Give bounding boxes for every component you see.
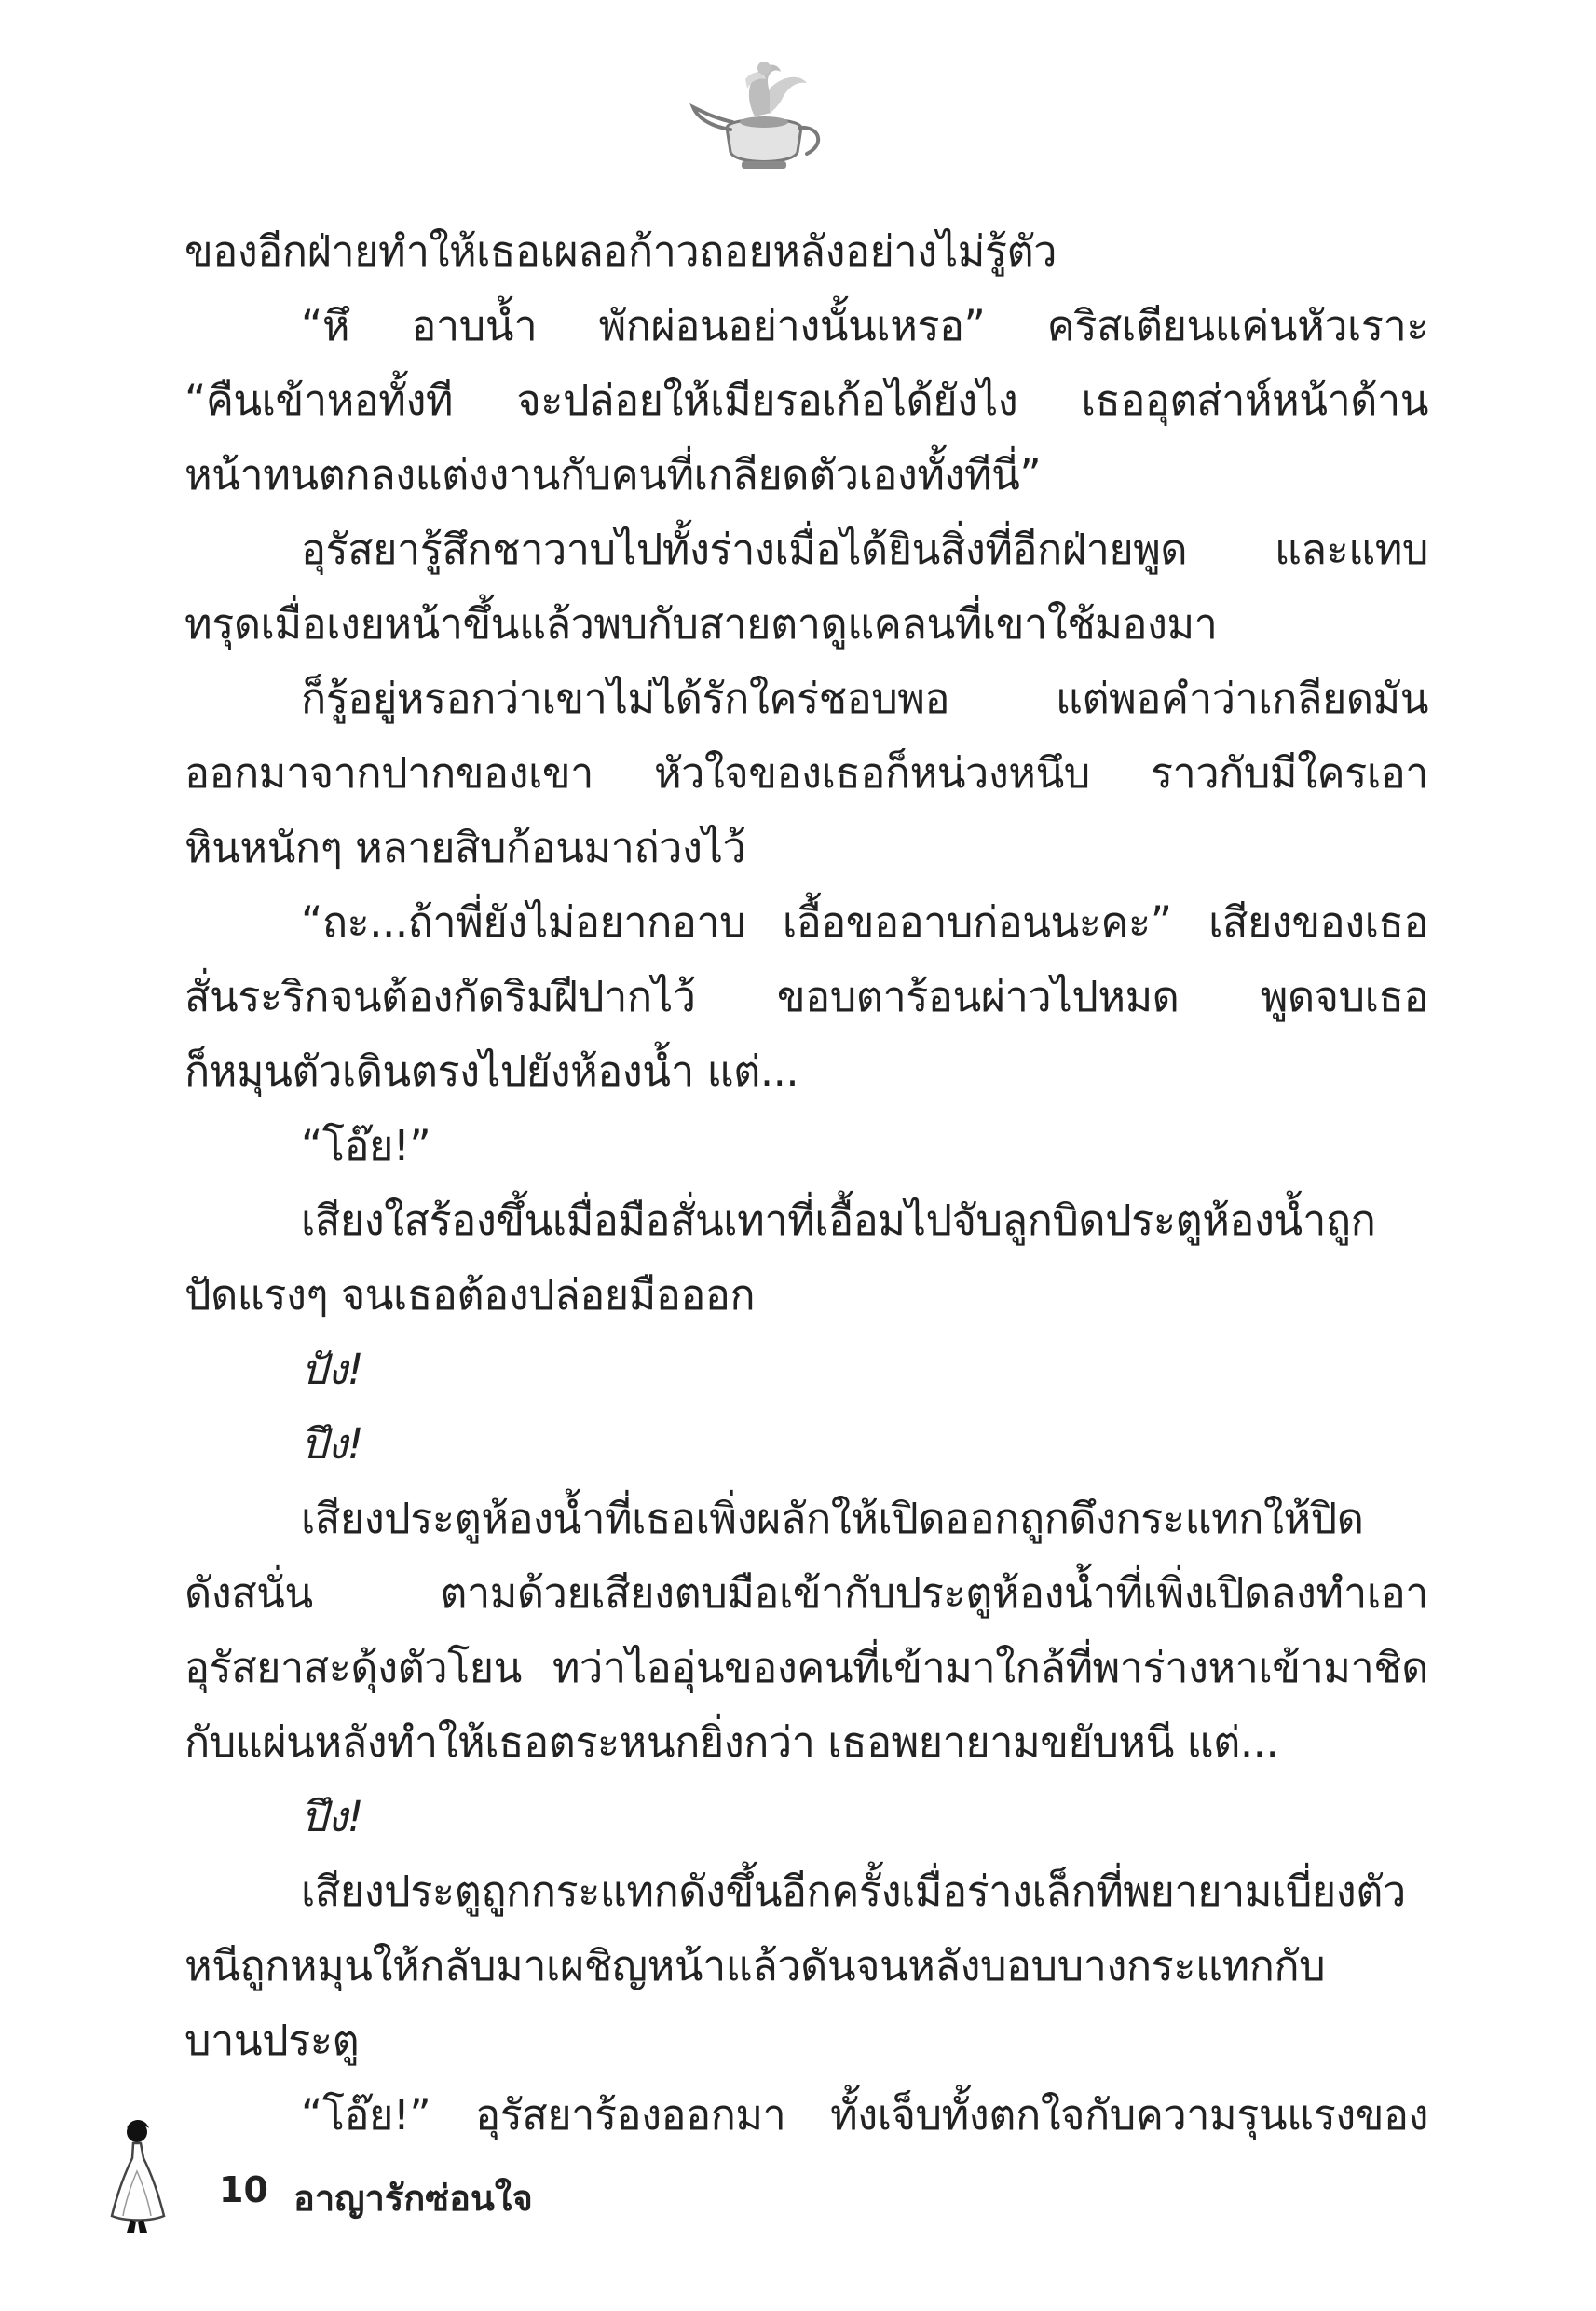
text-line: ปึง! (301, 1792, 364, 1841)
text-line: เสียงใสร้องขึ้นเมื่อมือสั่นเทาที่เอื้อมไปจับลูกบิดประตูห้องน้ำถูก (301, 1196, 1376, 1245)
text-line: ก็รู้อยู่หรอกว่าเขาไม่ได้รักใคร่ชอบพอ แต่พอคำว่าเกลียดมัน (301, 674, 1428, 723)
bride-silhouette-icon (102, 2115, 172, 2236)
page-footer (102, 2115, 755, 2236)
page-number: 10 (219, 2169, 268, 2210)
text-line: ปัง! (301, 1345, 364, 1394)
text-line: บานประตู (184, 2016, 360, 2065)
text-line: ปึง! (301, 1419, 364, 1469)
text-line: ทรุดเมื่อเงยหน้าขึ้นแล้วพบกับสายตาดูแคลนที่เขาใช้มองมา (184, 599, 1218, 649)
text-line: ออกมาจากปากของเขา หัวใจของเธอก็หน่วงหนึบ ราวกับมีใครเอา (184, 748, 1428, 798)
text-line: เสียงประตูห้องน้ำที่เธอเพิ่งผลักให้เปิดออกถูกดึงกระแทกให้ปิด (301, 1494, 1364, 1543)
text-line: “ถะ...ถ้าพี่ยังไม่อยากอาบ เอื้อขออาบก่อนนะคะ” เสียงของเธอ (301, 897, 1428, 947)
text-line: ก็หมุนตัวเดินตรงไปยังห้องน้ำ แต่... (184, 1046, 799, 1096)
text-line: “โอ๊ย!” อุรัสยาร้องออกมา ทั้งเจ็บทั้งตกใจกับความรุนแรงของ (301, 2090, 1428, 2140)
book-title: อาญารักซ่อนใจ (293, 2178, 533, 2219)
text-line: อุรัสยาสะดุ้งตัวโยน ทว่าไออุ่นของคนที่เข้ามาใกล้ที่พาร่างหาเข้ามาชิด (184, 1643, 1428, 1692)
text-line: เสียงประตูถูกกระแทกดังขึ้นอีกครั้งเมื่อร่างเล็กที่พยายามเบี่ยงตัว (301, 1867, 1406, 1916)
text-line: ดังสนั่น ตามด้วยเสียงตบมือเข้ากับประตูห้องน้ำที่เพิ่งเปิดลงทำเอา (184, 1568, 1428, 1618)
text-line: ปัดแรงๆ จนเธอต้องปล่อยมือออก (184, 1270, 756, 1320)
text-line: ของอีกฝ่ายทำให้เธอเผลอก้าวถอยหลังอย่างไม่รู้ตัว (184, 226, 1057, 276)
body-text (184, 214, 1428, 2153)
text-line: หินหนักๆ หลายสิบก้อนมาถ่วงไว้ (184, 823, 746, 872)
text-line: สั่นระริกจนต้องกัดริมฝีปากไว้ ขอบตาร้อนผ่าวไปหมด พูดจบเธอ (184, 972, 1428, 1021)
text-line: อุรัสยารู้สึกชาวาบไปทั้งร่างเมื่อได้ยินสิ่งที่อีกฝ่ายพูด และแทบ (301, 525, 1428, 574)
text-line: กับแผ่นหลังทำให้เธอตระหนกยิ่งกว่า เธอพยายามขยับหนี แต่... (184, 1717, 1279, 1767)
teapot-genie-icon (689, 51, 829, 177)
text-line: “คืนเข้าหอทั้งที จะปล่อยให้เมียรอเก้อได้ยังไง เธออุตส่าห์หน้าด้าน (184, 376, 1428, 425)
text-line: หนีถูกหมุนให้กลับมาเผชิญหน้าแล้วดันจนหลังบอบบางกระแทกกับ (184, 1941, 1326, 1990)
text-line: “หึ อาบน้ำ พักผ่อนอย่างนั้นเหรอ” คริสเตียนแค่นหัวเราะ (301, 301, 1428, 350)
text-line: “โอ๊ย!” (301, 1121, 431, 1170)
text-line: หน้าทนตกลงแต่งงานกับคนที่เกลียดตัวเองทั้งทีนี่” (184, 450, 1042, 499)
